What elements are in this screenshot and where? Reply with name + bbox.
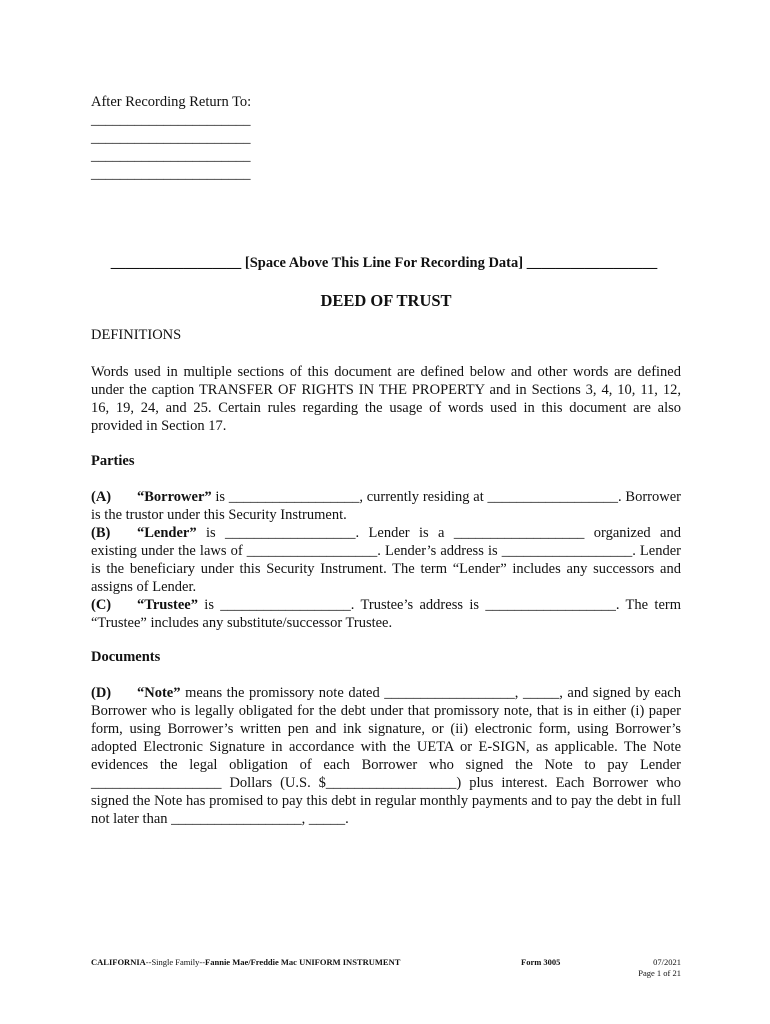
trustee-term: “Trustee” [137,597,198,613]
note-term: “Note” [137,685,181,701]
footer-single-family: --Single Family-- [145,957,206,967]
definitions-heading: DEFINITIONS [91,327,182,343]
note-definition [91,684,681,828]
intro-paragraph: Words used in multiple sections of this document are defined below and other words are defined under the caption TRANSFER OF RIGHTS IN THE PROPERTY and in Sections 3, 4, 10, 11, 12, 16, 19, 24, and 25. Certain rules regarding the usage of words used in this document are also provided in Section 17. [91,364,681,434]
footer-date: 07/2021 [653,957,681,967]
return-to-line-3: ______________________ [91,148,251,164]
documents-heading: Documents [91,649,161,665]
document-title: DEED OF TRUST [320,291,452,310]
footer-date-page [600,957,681,979]
lender-text: is __________________. Lender is a __________________ organized and existing under the laws of __________________. Lender’s address is __________________. Lender is the beneficiary under this Security Instrument. The term “Lender” includes any successors and assigns of Lender. [91,525,681,595]
footer-form: Form 3005 [521,957,561,967]
trustee-definition [91,596,681,632]
note-tag: (D) [91,685,112,701]
return-to-block [91,93,251,183]
lender-tag: (B) [91,525,111,541]
footer-page-number: Page 1 of 21 [638,968,681,978]
lender-term: “Lender” [137,525,197,541]
footer-instrument [91,957,400,968]
return-to-label: After Recording Return To: [91,94,252,110]
recording-data-line: __________________ [Space Above This Line For Recording Data] __________________ [110,255,658,271]
lender-definition [91,524,681,596]
borrower-text: is __________________, currently residing at __________________. Borrower is the trustor under this Security Instrument. [91,489,681,523]
trustee-text: is __________________. Trustee’s address is __________________. The term “Trustee” includes any substitute/successor Trustee. [91,597,681,631]
parties-block [91,488,681,632]
parties-heading: Parties [91,453,135,469]
return-to-line-4: ______________________ [91,166,251,182]
trustee-tag: (C) [91,597,112,613]
footer-instrument-name: Fannie Mae/Freddie Mac UNIFORM INSTRUMENT [205,957,401,967]
borrower-tag: (A) [91,489,112,505]
note-text: means the promissory note dated __________________, _____, and signed by each Borrower who is legally obligated for the debt under that promissory note, that is in either (i) paper form, using Borrower’s written pen and ink signature, or (ii) electronic form, using Borrower’s adopted Electronic Signature in accordance with the UETA or E-SIGN, as applicable. The Note evidences the legal obligation of each Borrower who signed the Note to pay Lender __________________ Dollars (U.S. $__________________) plus interest. Each Borrower who signed the Note has promised to pay this debt in regular monthly payments and to pay the debt in full not later than __________________, _____. [91,685,681,827]
return-to-line-2: ______________________ [91,130,251,146]
return-to-line-1: ______________________ [91,112,251,128]
borrower-term: “Borrower” [137,489,212,505]
footer-state: CALIFORNIA [91,957,146,967]
borrower-definition [91,488,681,524]
